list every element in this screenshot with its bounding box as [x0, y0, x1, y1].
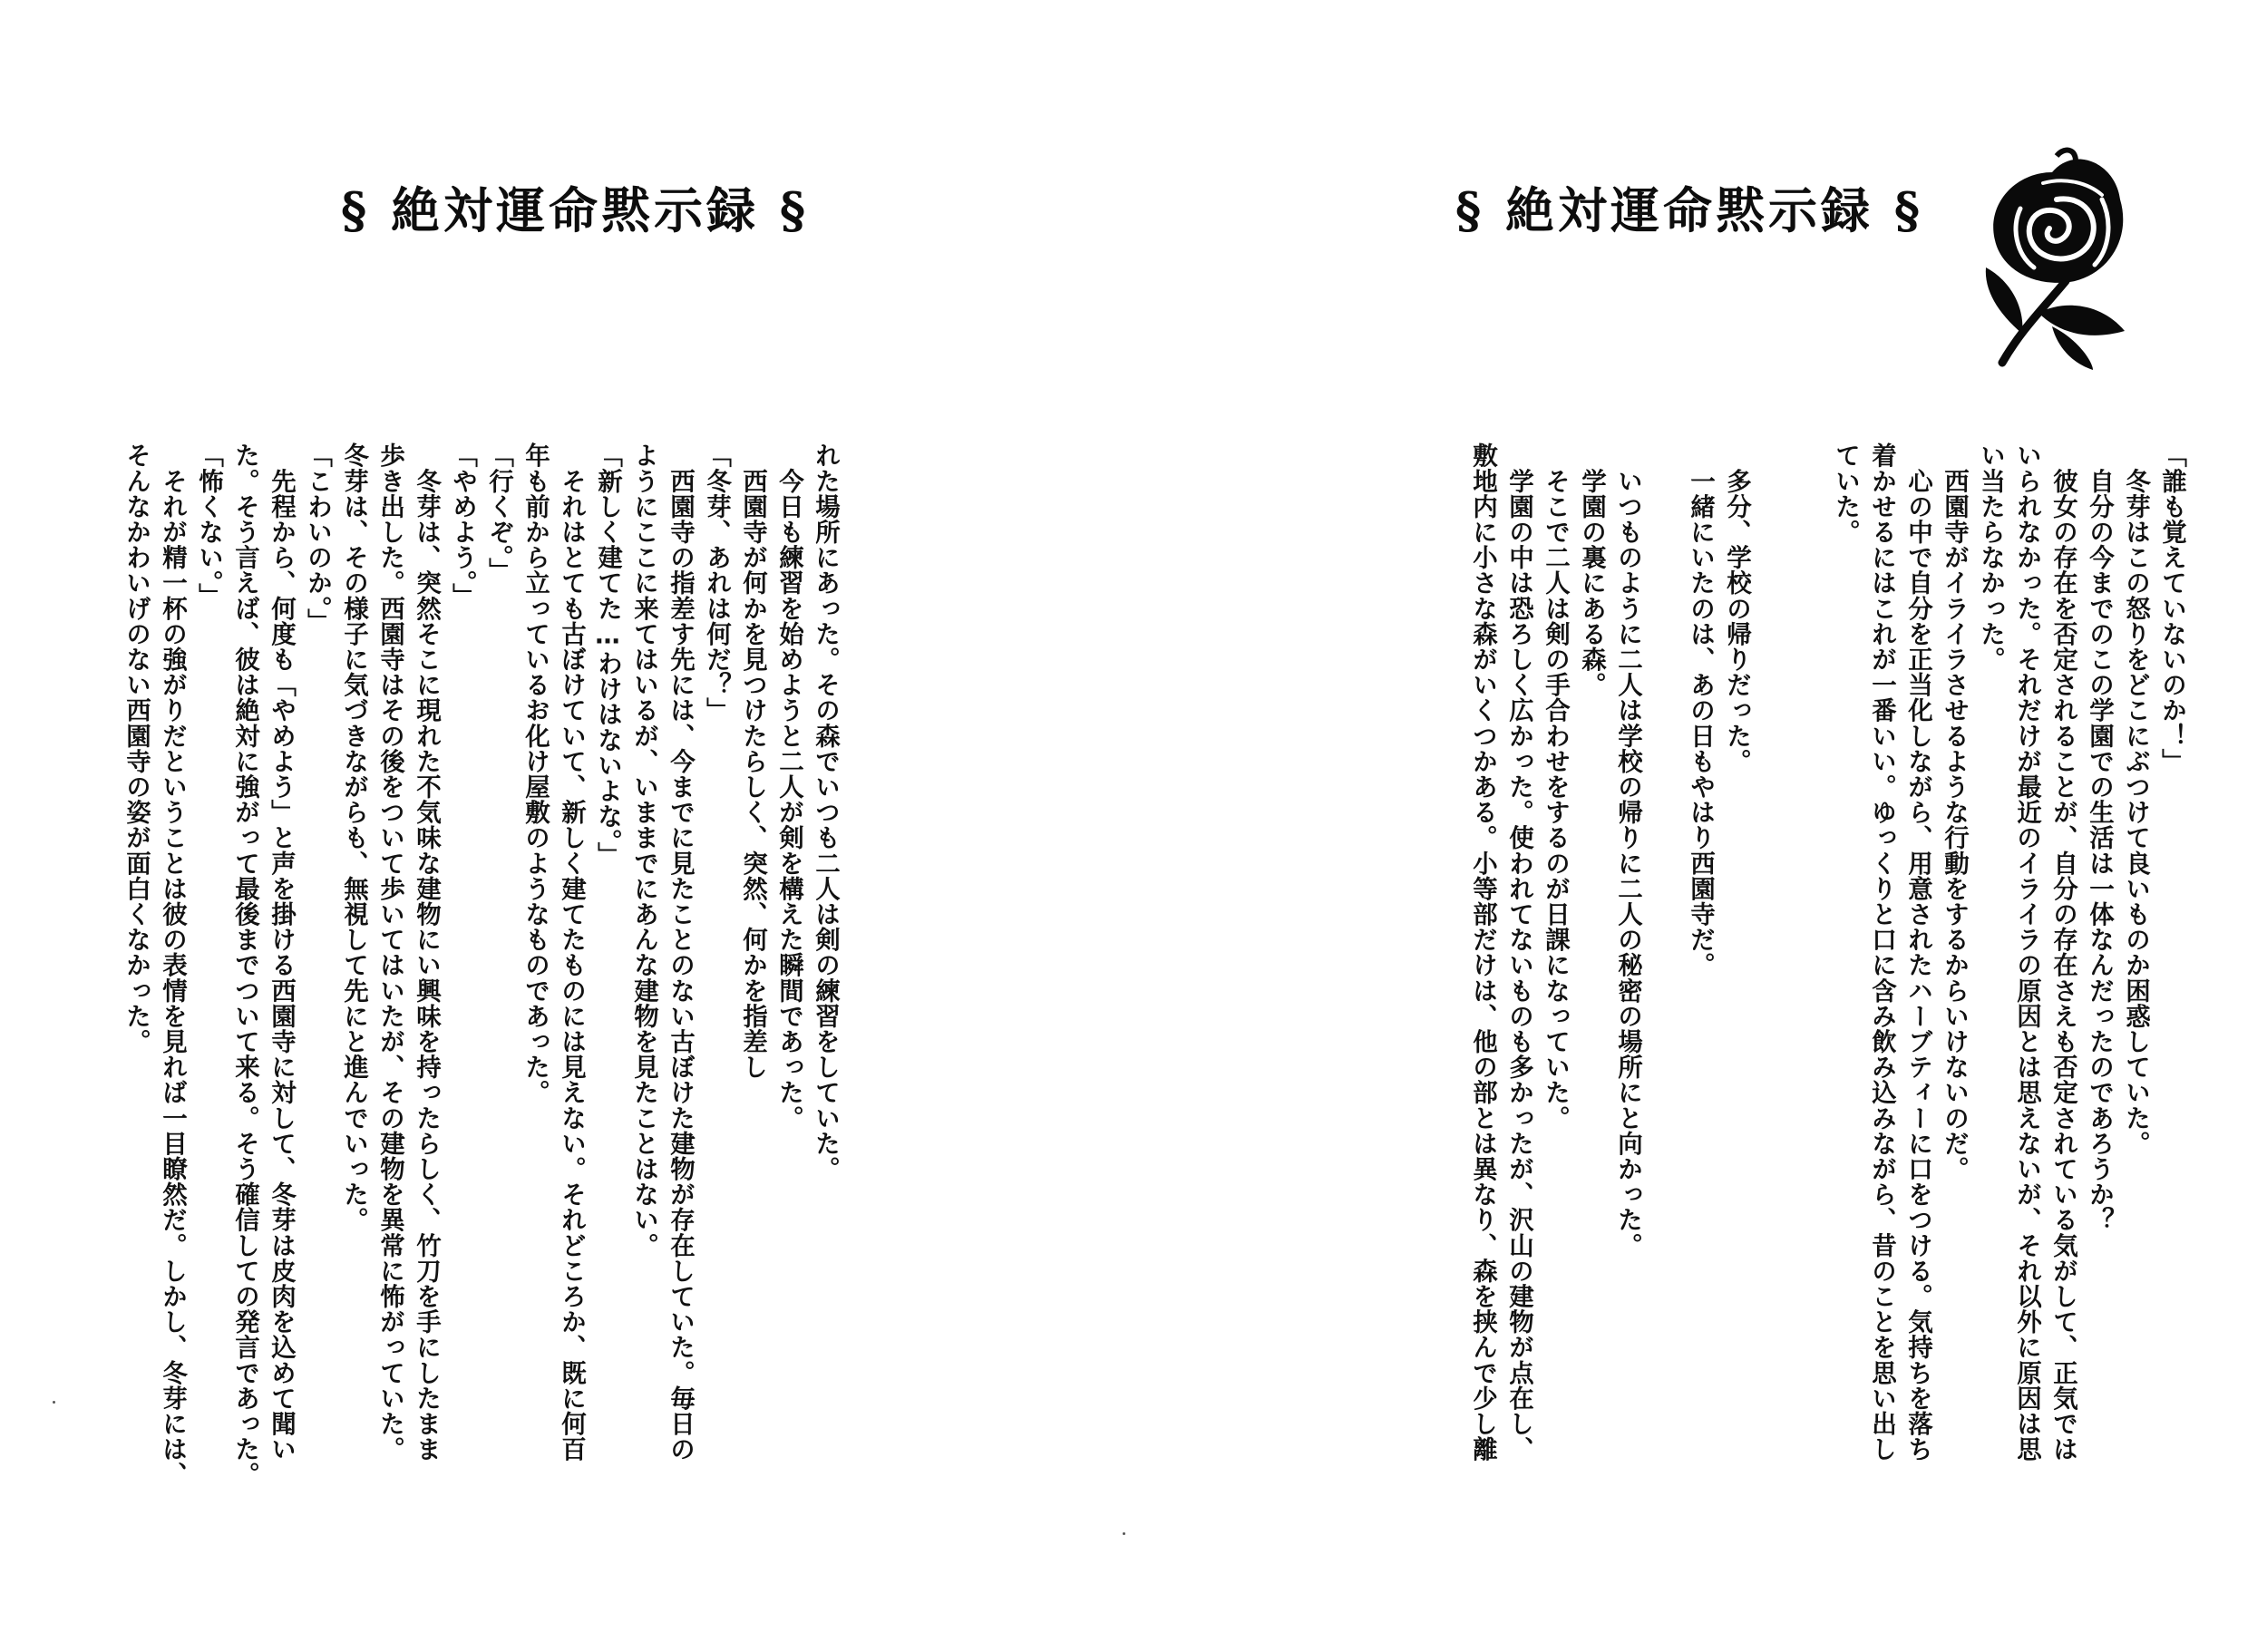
- text-line: いつものように二人は学校の帰りに二人の秘密の場所にと向かった。: [1613, 442, 1642, 1258]
- text-line: 「やめよう。」: [448, 442, 477, 608]
- text-line: 学園の中は恐ろしく広かった。使われてないものも多かったが、沢山の建物が点在し、: [1504, 442, 1533, 1462]
- text-line: 冬芽はこの怒りをどこにぶつけて良いものか困惑していた。: [2121, 442, 2150, 1156]
- left-page-body: [122, 442, 843, 1540]
- text-line: ようにここに来てはいるが、いままでにあんな建物を見たことはない。: [629, 442, 658, 1258]
- text-line: [1646, 442, 1682, 1540]
- text-line: 西園寺がイライラさせるような行動をするからいけないのだ。: [1940, 442, 1969, 1181]
- text-line: 年も前から立っているお化け屋敷のようなものであった。: [521, 442, 550, 1105]
- text-line: 冬芽は、その様子に気づきながらも、無視して先にと進んでいった。: [339, 442, 368, 1233]
- text-line: 「行くぞ。」: [484, 442, 513, 583]
- text-line: 「こわいのか。」: [303, 442, 332, 635]
- text-line: 「怖くない。」: [194, 442, 223, 608]
- text-line: 今日も練習を始めようと二人が剣を構えた瞬間であった。: [774, 442, 803, 1131]
- text-line: ていた。: [1831, 442, 1860, 545]
- text-line: 西園寺が何かを見つけたらしく、突然、何かを指差し: [738, 442, 767, 1080]
- text-line: それが精一杯の強がりだということは彼の表情を見れば一目瞭然だ。しかし、冬芽には、: [158, 442, 187, 1488]
- text-line: 多分、学校の帰りだった。: [1722, 442, 1751, 774]
- rose-icon: [1966, 145, 2138, 372]
- text-line: それはとても古ぼけていて、新しく建てたものには見えない。それどころか、既に何百: [557, 442, 586, 1462]
- text-line: 心の中で自分を正当化しながら、用意されたハーブティーに口をつける。気持ちを落ち: [1903, 442, 1932, 1462]
- text-line: 学園の裏にある森。: [1577, 442, 1606, 697]
- text-line: [1791, 442, 1827, 1540]
- text-line: 敷地内に小さな森がいくつかある。小等部だけは、他の部とは異なり、森を挟んで少し離: [1468, 442, 1497, 1462]
- text-line: れた場所にあった。その森でいつも二人は剣の練習をしていた。: [811, 442, 840, 1181]
- text-line: 自分の今までのこの学園での生活は一体なんだったのであろうか？: [2085, 442, 2114, 1233]
- ink-speck: [1123, 1532, 1125, 1535]
- text-line: 冬芽は、突然そこに現れた不気味な建物にい興味を持ったらしく、竹刀を手にしたまま: [412, 442, 441, 1462]
- text-line: た。そう言えば、彼は絶対に強がって最後までついて来る。そう確信しての発言であった。: [230, 442, 259, 1488]
- text-line: 歩き出した。西園寺はその後をついて歩いてはいたが、その建物を異常に怖がっていた。: [375, 442, 404, 1462]
- text-line: 先程から、何度も「やめよう」と声を掛ける西園寺に対して、冬芽は皮肉を込めて聞い: [267, 442, 296, 1462]
- right-page-header: § 絶対運命黙示録 §: [1455, 181, 1924, 239]
- text-line: 西園寺の指差す先には、今までに見たことのない古ぼけた建物が存在していた。毎日の: [666, 442, 695, 1462]
- text-line: 「新しく建てた…わけはないよな。」: [593, 442, 622, 868]
- text-line: いられなかった。それだけが最近のイライラの原因とは思えないが、それ以外に原因は思: [2012, 442, 2041, 1462]
- text-line: 「誰も覚えていないのか！」: [2157, 442, 2186, 774]
- text-line: そこで二人は剣の手合わせをするのが日課になっていた。: [1541, 442, 1570, 1131]
- text-line: 「冬芽、あれは何だ？」: [702, 442, 731, 724]
- text-line: い当たらなかった。: [1976, 442, 2005, 672]
- left-page-header: § 絶対運命黙示録 §: [341, 181, 810, 239]
- text-line: 彼女の存在を否定されることが、自分の存在さえも否定されている気がして、正気では: [2048, 442, 2077, 1462]
- text-line: [1755, 442, 1791, 1540]
- text-line: 一緒にいたのは、あの日もやはり西園寺だ。: [1686, 442, 1715, 978]
- text-line: そんなかわいげのない西園寺の姿が面白くなかった。: [122, 442, 151, 1054]
- ink-speck: [53, 1401, 55, 1404]
- text-line: 着かせるにはこれが一番いい。ゆっくりと口に含み飲み込みながら、昔のことを思い出し: [1867, 442, 1896, 1462]
- right-page-body: [1247, 442, 2190, 1540]
